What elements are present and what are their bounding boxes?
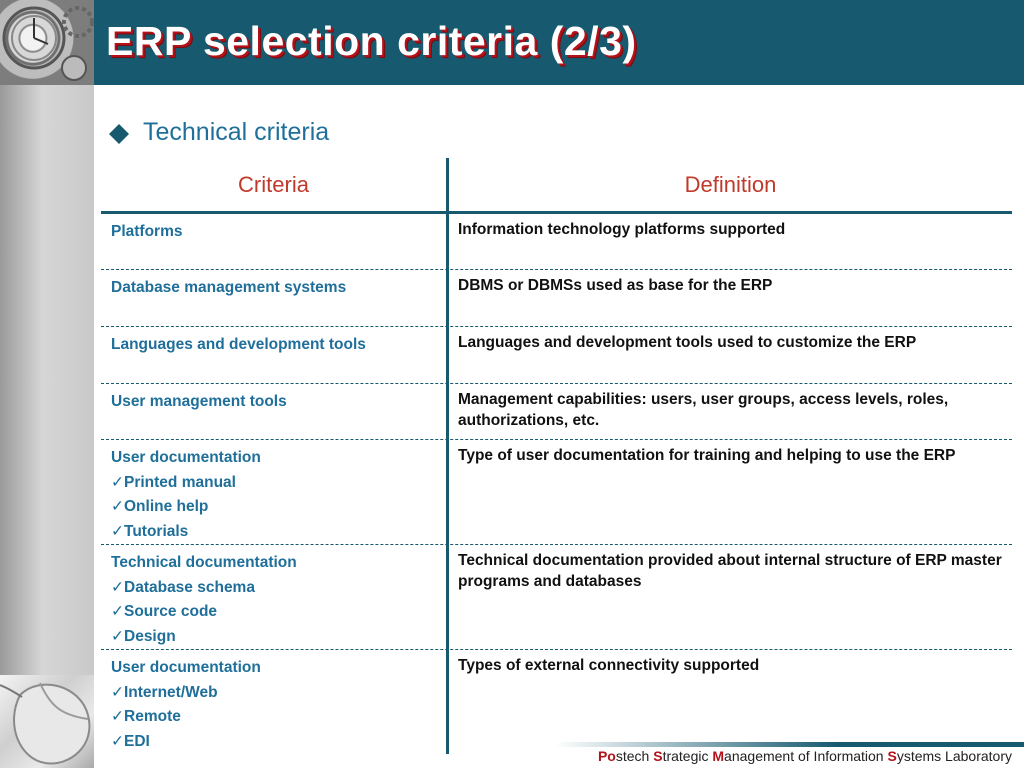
slide-title: ERP selection criteria (2/3) <box>106 18 637 64</box>
definition-cell: Management capabilities: users, user groups, access levels, roles, authorizations, etc. <box>458 391 949 429</box>
criteria-label: Technical documentation <box>111 554 297 571</box>
criteria-subitem: ✓Remote <box>111 705 441 730</box>
table-row <box>101 545 1012 650</box>
criteria-cell <box>111 333 441 358</box>
checkmark-icon: ✓ <box>111 522 124 540</box>
criteria-label: Database management systems <box>111 279 347 296</box>
criteria-cell <box>111 220 441 245</box>
criteria-label: User management tools <box>111 393 287 410</box>
criteria-subitem: ✓Design <box>111 625 441 650</box>
definition-cell: DBMS or DBMSs used as base for the ERP <box>458 277 773 294</box>
footer-text: trategic <box>662 748 713 764</box>
definition-cell: Type of user documentation for training and helping to use the ERP <box>458 447 956 464</box>
checkmark-icon: ✓ <box>111 498 124 515</box>
table-row <box>101 270 1012 327</box>
footer-initial: Po <box>597 748 616 764</box>
table-row <box>101 440 1012 545</box>
checkmark-icon: ✓ <box>111 578 124 596</box>
footer-line <box>555 742 1024 747</box>
header-definition: Definition <box>684 172 777 197</box>
footer-initial: S <box>887 748 897 764</box>
criteria-label: User documentation <box>111 659 261 676</box>
criteria-subitem: ✓Printed manual <box>111 471 441 496</box>
table-row <box>101 214 1012 270</box>
checkmark-icon: ✓ <box>111 473 124 491</box>
criteria-cell <box>111 276 441 301</box>
criteria-subitem: ✓Online help <box>111 495 441 520</box>
footer-initial: S <box>653 748 663 764</box>
left-decorative-strip <box>0 0 94 768</box>
criteria-cell <box>111 656 441 754</box>
checkmark-icon: ✓ <box>111 603 124 620</box>
criteria-cell <box>111 551 441 649</box>
table-row <box>101 650 1012 754</box>
computer-mouse-image <box>0 675 94 768</box>
criteria-subitem: ✓EDI <box>111 730 441 755</box>
footer-text: stech <box>615 748 654 764</box>
definition-cell: Technical documentation provided about internal structure of ERP master programs and databases <box>458 552 1002 590</box>
table-row <box>101 384 1012 440</box>
checkmark-icon: ✓ <box>111 627 124 645</box>
criteria-label: User documentation <box>111 449 261 466</box>
table-row <box>101 327 1012 384</box>
checkmark-icon: ✓ <box>111 732 124 750</box>
criteria-cell <box>111 390 441 415</box>
footer-initial: M <box>712 748 725 764</box>
criteria-label: Platforms <box>111 223 183 240</box>
criteria-cell <box>111 446 441 544</box>
footer-text: anagement of Information <box>724 748 888 764</box>
footer-text: ystems Laboratory <box>896 748 1012 764</box>
clock-gears-image <box>0 0 94 85</box>
criteria-subitem: ✓Tutorials <box>111 520 441 545</box>
diamond-bullet-icon <box>106 121 132 147</box>
criteria-subitem: ✓Database schema <box>111 576 441 601</box>
checkmark-icon: ✓ <box>111 683 124 701</box>
definition-cell: Languages and development tools used to customize the ERP <box>458 334 917 351</box>
section-heading: Technical criteria <box>143 118 330 146</box>
header-criteria: Criteria <box>238 172 309 197</box>
criteria-label: Languages and development tools <box>111 336 366 353</box>
definition-cell: Types of external connectivity supported <box>458 657 760 674</box>
definition-cell: Information technology platforms supported <box>458 221 786 238</box>
footer-lab-name <box>598 748 1012 764</box>
criteria-subitem: ✓Internet/Web <box>111 681 441 706</box>
checkmark-icon: ✓ <box>111 708 124 725</box>
criteria-subitem: ✓Source code <box>111 600 441 625</box>
